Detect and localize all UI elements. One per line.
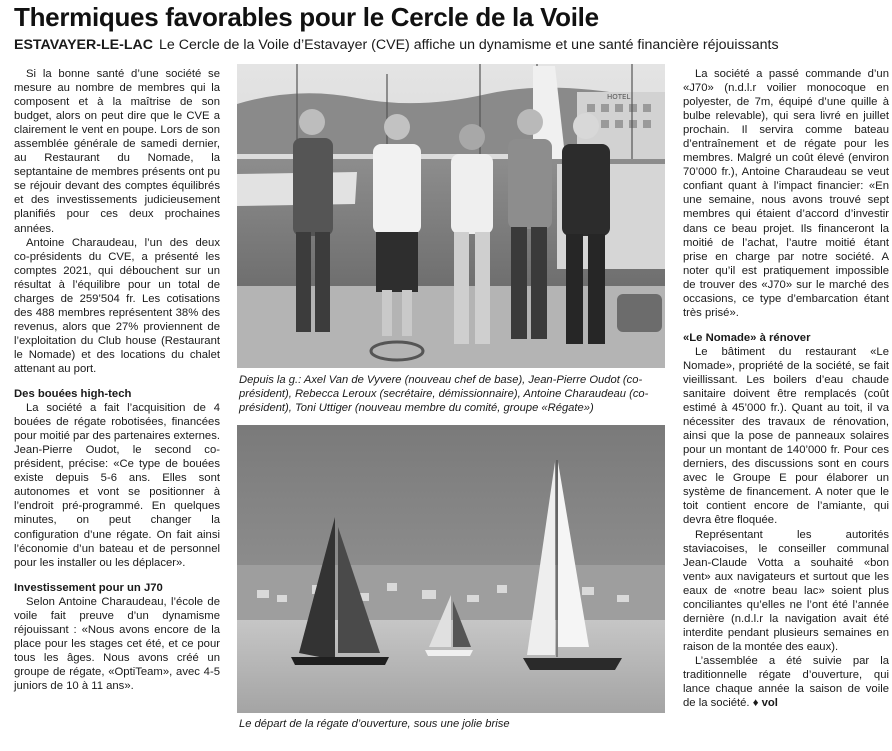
standfirst-line — [14, 37, 779, 53]
photo-caption: Le départ de la régate d’ouverture, sous une jolie brise — [239, 718, 510, 730]
right-column — [683, 67, 889, 710]
photo-caption: Depuis la g.: Axel Van de Vyvere (nouveau chef de base), Jean-Pierre Oudot (co-président), Rebecca Leroux (secrétaire, démissionnaire), Antoine Charaudeau (co-président), Toni Uttiger (nouveau membre du comité, groupe «Régate») — [239, 374, 649, 414]
regatta-photo — [237, 425, 665, 713]
paragraph-text: L’assemblée a été suivie par la traditionnelle régate d’ouverture, qui lance chaque année la saison de voile de la société. — [683, 654, 889, 710]
subheading: Investissement pour un J70 — [14, 581, 163, 594]
group-photo — [237, 64, 665, 368]
paragraph: Antoine Charaudeau, l’un des deux co-présidents du CVE, a présenté les comptes 2021, qui débouchent sur un résultat à l’équilibre pour un total de charges de 259’504 fr. Les cotisations des 488 membres représentent 38% des revenus, alors que 27% proviennent de l’exploitation du Club house (Restaurant le Nomade) et des locations du chalet attenant au port. — [14, 236, 220, 375]
subheading: «Le Nomade» à rénover — [683, 331, 811, 344]
paragraph: Selon Antoine Charaudeau, l’école de voile fait preuve d’un dynamisme réjouissant : «Nous avons encore de la place pour les stages cet été, et ce pour tous les âges. Nous avons créé un groupe de régate, «OptiTeam», avec 4-5 juniors de 10 à 11 ans». — [14, 595, 220, 692]
subheading: Des bouées high-tech — [14, 388, 132, 401]
paragraph — [683, 654, 889, 710]
paragraph: Représentant les autorités staviacoises, le conseiller communal Jean-Claude Votta a souhaité «bon vent» aux navigateurs et surtout que les eaux de «notre beau lac» soient plus conciliantes qu’elles ne l’ont été l’année dernière (n.d.l.r la navigation avait été interdite pendant plusieurs semaines en raison de la montée des eaux). — [683, 528, 889, 653]
paragraph: La société a fait l’acquisition de 4 bouées de régate robotisées, financées pour moitié par des partenaires externes. Jean-Pierre Oudot, le second co-président, précise: «Ce type de bouées existe depuis 5-6 ans. Elles sont autonomes et vont se positionner à l’endroit pré-programmé. En quelques minutes, on peut changer la configuration d’une régate. On fait ainsi l’économie d’un bateau et de personnel pour les installer ou les déplacer». — [14, 402, 220, 569]
standfirst: Le Cercle de la Voile d’Estavayer (CVE) affiche un dynamisme et une santé financière réjouissants — [159, 37, 779, 53]
left-column — [14, 67, 220, 693]
paragraph: Si la bonne santé d’une société se mesure au nombre de membres qui la composent et à la maîtrise de son budget, alors on peut dire que le CVE a clairement le vent en poupe. Lors de son assemblée générale de samedi dernier, au Restaurant du Nomade, la septantaine de membres présents ont pu se réjouir devant des comptes équilibrés et des investissements judicieusement planifiés pour ces deux prochaines années. — [14, 68, 220, 235]
dateline: ESTAVAYER-LE-LAC — [14, 37, 153, 53]
paragraph: La société a passé commande d’un «J70» (n.d.l.r voilier monocoque en polyester, de 7m, équipé d’une quille à bulbe relevable), qui sera livré en juillet prochain. Il servira comme bateau d’entraînement et de régate pour les membres. Malgré un coût élevé (environ 70’000 fr.), Antoine Charaudeau se veut confiant quant à l’impact financier: «En une semaine, nous avons trouvé sept membres qui étaient d’accord d’investir dans ce beau projet. Ils financeront la moitié de l’achat, l’autre moitié étant prise en charge par notre société. A noter qu’il est pratiquement impossible de trouver des «J70» sur le marché des occasions, ce type d’embarcation étant très prisé». — [683, 68, 889, 319]
author-signature: ♦ vol — [752, 697, 778, 710]
headline: Thermiques favorables pour le Cercle de la Voile — [14, 2, 599, 32]
hotel-sign: HOTEL — [607, 93, 631, 101]
paragraph: Le bâtiment du restaurant «Le Nomade», propriété de la société, se fait vieillissant. Les boilers d’eau chaude sanitaire doivent être remplacés (coût estimé à 45’000 fr.). Quant au toit, il va nécessiter des travaux de rénovation, ainsi que la pose de panneaux solaires pour un montant de 140’000 fr. Pour ces derniers, des discussions sont en cours avec le Groupe E pour élaborer un système de financement. A noter que le toit contient encore de l’amiante, qui devra être floquée. — [683, 345, 889, 527]
